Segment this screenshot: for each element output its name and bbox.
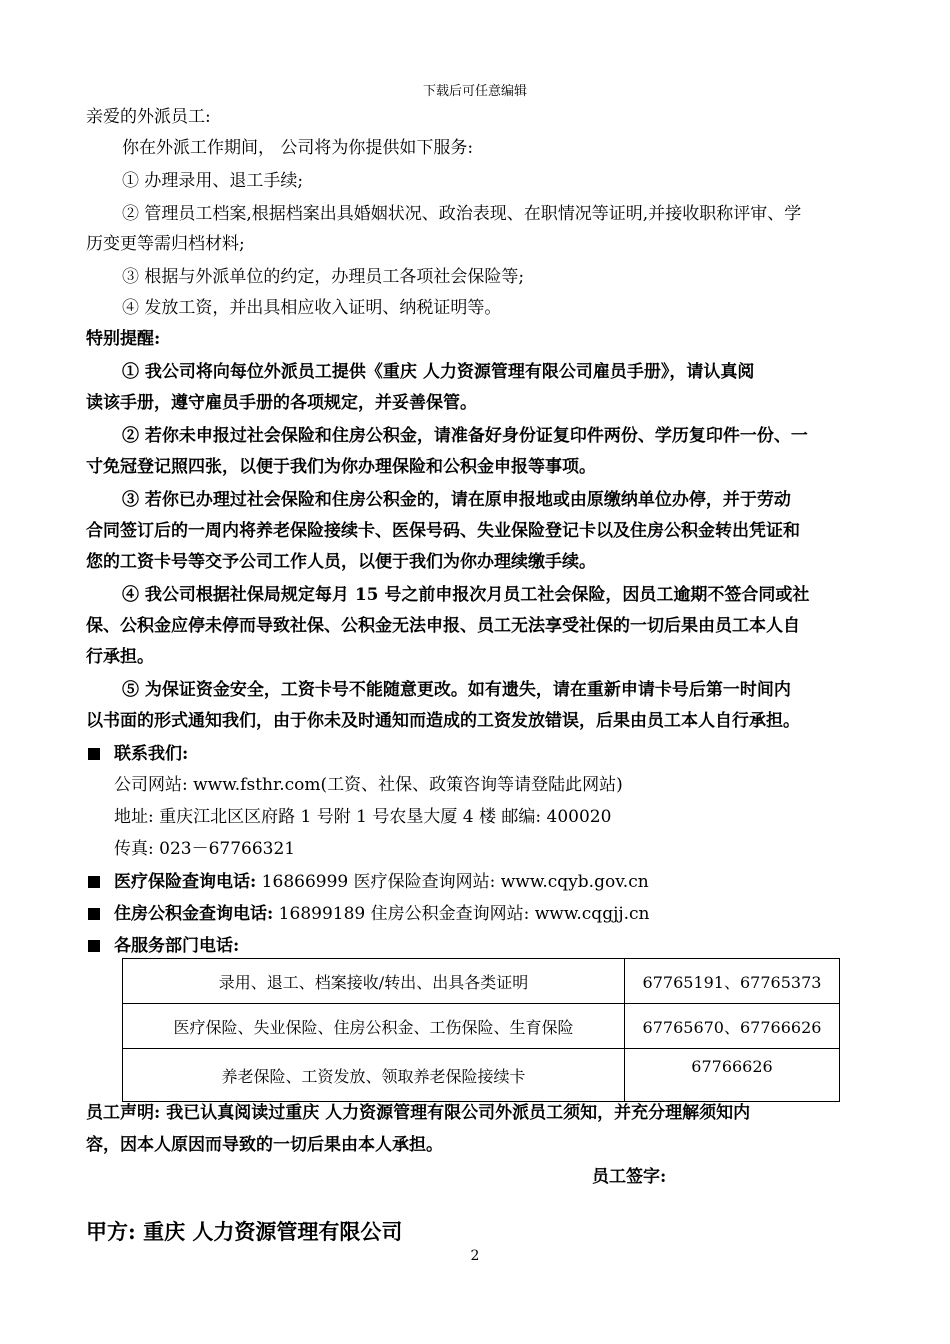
medical-phone-label: 医疗保险查询电话: [114,872,257,892]
table-cell-service: 养老保险、工资发放、领取养老保险接续卡 [123,1049,625,1102]
table-cell-phone: 67766626 [625,1049,840,1102]
employee-declaration-cont: 容，因本人原因而导致的一切后果由本人承担。 [86,1135,443,1155]
reminder-5: ⑤ 为保证资金安全，工资卡号不能随意更改。如有遗失，请在重新申请卡号后第一时间内 [122,680,791,700]
page-number: 2 [470,1248,480,1264]
table-cell-service: 医疗保险、失业保险、住房公积金、工伤保险、生育保险 [123,1004,625,1049]
reminder-1-cont: 读该手册，遵守雇员手册的各项规定，并妥善保管。 [86,393,477,413]
medical-phone-value: 16866999 医疗保险查询网站: www.cqyb.gov.cn [256,872,649,892]
medical-insurance-line [114,871,649,893]
table-row [123,1004,840,1049]
service-item-2-cont: 历变更等需归档材料; [86,234,245,254]
department-phone-table [122,958,840,1102]
reminder-2-cont: 寸免冠登记照四张，以便于我们为你办理保险和公积金申报等事项。 [86,457,596,477]
company-website: 公司网站: www.fsthr.com(工资、社保、政策咨询等请登陆此网站) [114,775,623,795]
bullet-square-icon [88,876,100,888]
reminder-3-cont-1: 合同签订后的一周内将养老保险接续卡、医保号码、失业保险登记卡以及住房公积金转出凭证和 [86,521,800,541]
housing-phone-value: 16899189 住房公积金查询网站: www.cqgjj.cn [273,904,650,924]
table-row [123,1049,840,1102]
table-row [123,959,840,1004]
contact-title: 联系我们: [114,744,189,764]
reminder-4-cont-2: 行承担。 [86,647,154,667]
reminder-3: ③ 若你已办理过社会保险和住房公积金的，请在原申报地或由原缴纳单位办停，并于劳动 [122,490,791,510]
company-fax: 传真: 023－67766321 [114,839,296,859]
company-address: 地址: 重庆江北区区府路 1 号附 1 号农垦大厦 4 楼 邮编: 400020 [114,807,612,827]
bullet-square-icon [88,940,100,952]
employee-declaration: 员工声明: 我已认真阅读过重庆 人力资源管理有限公司外派员工须知，并充分理解须知内 [86,1103,751,1123]
service-item-4: ④ 发放工资，并出具相应收入证明、纳税证明等。 [122,298,502,318]
reminder-title: 特别提醒: [86,329,161,349]
table-cell-phone: 67765191、67765373 [625,959,840,1004]
service-item-3: ③ 根据与外派单位的约定，办理员工各项社会保险等; [122,267,525,287]
service-item-2: ② 管理员工档案,根据档案出具婚姻状况、政治表现、在职情况等证明,并接收职称评审、学 [122,204,802,224]
bullet-square-icon [88,748,100,760]
table-cell-phone: 67765670、67766626 [625,1004,840,1049]
greeting: 亲爱的外派员工: [86,107,211,127]
intro-text: 你在外派工作期间， 公司将为你提供如下服务: [122,138,474,158]
reminder-3-cont-2: 您的工资卡号等交予公司工作人员，以便于我们为你办理续缴手续。 [86,552,596,572]
departments-title: 各服务部门电话: [114,936,240,956]
bullet-square-icon [88,908,100,920]
service-item-1: ① 办理录用、退工手续; [122,171,304,191]
signature-label: 员工签字: [592,1167,667,1187]
reminder-4-cont-1: 保、公积金应停未停而导致社保、公积金无法申报、员工无法享受社保的一切后果由员工本人自 [86,616,800,636]
reminder-2: ② 若你未申报过社会保险和住房公积金，请准备好身份证复印件两份、学历复印件一份、一 [122,426,808,446]
reminder-4: ④ 我公司根据社保局规定每月 15 号之前申报次月员工社会保险，因员工逾期不签合同或社 [122,585,810,605]
party-a: 甲方: 重庆 人力资源管理有限公司 [86,1219,403,1244]
page-header: 下载后可任意编辑 [422,84,527,99]
housing-phone-label: 住房公积金查询电话: [114,904,274,924]
housing-fund-line [114,903,650,925]
table-cell-service: 录用、退工、档案接收/转出、出具各类证明 [123,959,625,1004]
reminder-5-cont: 以书面的形式通知我们，由于你未及时通知而造成的工资发放错误，后果由员工本人自行承担。 [86,711,800,731]
reminder-1: ① 我公司将向每位外派员工提供《重庆 人力资源管理有限公司雇员手册》，请认真阅 [122,362,755,382]
